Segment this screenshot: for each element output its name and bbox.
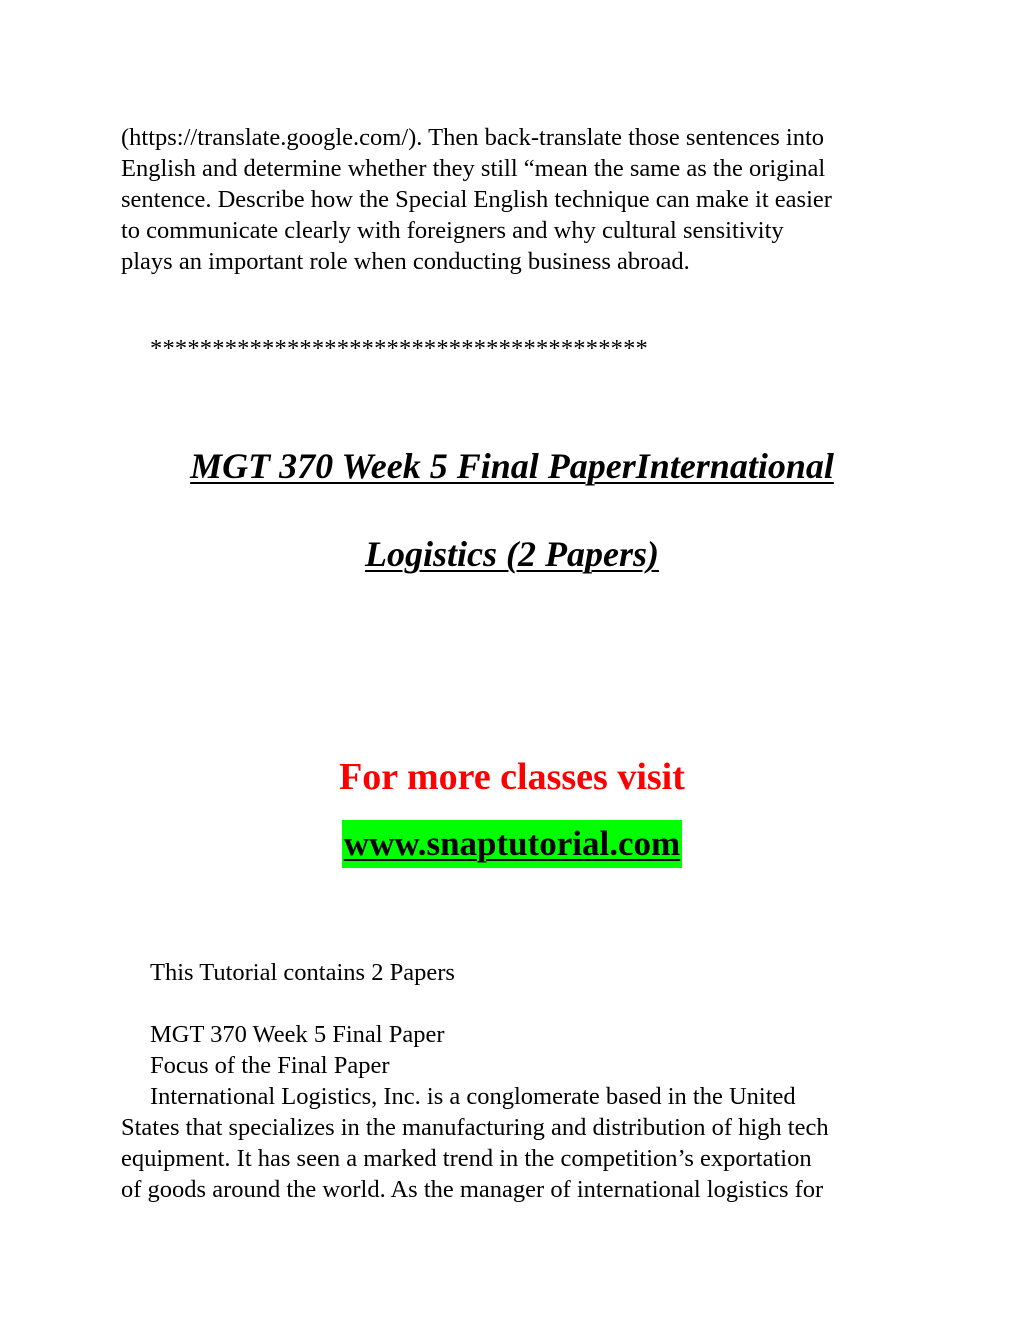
intro-paragraph <box>121 122 911 277</box>
promo-link-container <box>0 820 1024 868</box>
page-title-line-2 <box>0 532 1024 576</box>
body-line: International Logistics, Inc. is a conglomerate based in the United <box>150 1083 796 1110</box>
promo-heading: For more classes visit <box>339 756 685 798</box>
intro-line: to communicate clearly with foreigners and why cultural sensitivity <box>121 217 784 244</box>
asterisk-separator: **************************************** <box>150 335 648 362</box>
paper-heading: MGT 370 Week 5 Final Paper <box>150 1021 445 1048</box>
intro-line: plays an important role when conducting business abroad. <box>121 248 690 275</box>
snaptutorial-link[interactable]: www.snaptutorial.com <box>342 820 682 868</box>
intro-line: (https://translate.google.com/). Then back-translate those sentences into <box>121 124 825 151</box>
page-title-text: Logistics (2 Papers) <box>365 534 659 574</box>
tutorial-contains-text: This Tutorial contains 2 Papers <box>150 959 455 986</box>
page-title-text: MGT 370 Week 5 Final PaperInternational <box>190 446 834 486</box>
body-paragraph <box>121 1081 911 1205</box>
body-line: equipment. It has seen a marked trend in the competition’s exportation <box>121 1145 812 1172</box>
intro-line: sentence. Describe how the Special English technique can make it easier <box>121 186 832 213</box>
focus-heading: Focus of the Final Paper <box>150 1052 390 1079</box>
body-line: of goods around the world. As the manager of international logistics for <box>121 1176 824 1203</box>
page-title-line-1 <box>0 444 1024 488</box>
intro-line: English and determine whether they still “mean the same as the original <box>121 155 826 182</box>
body-line: States that specializes in the manufacturing and distribution of high tech <box>121 1114 829 1141</box>
